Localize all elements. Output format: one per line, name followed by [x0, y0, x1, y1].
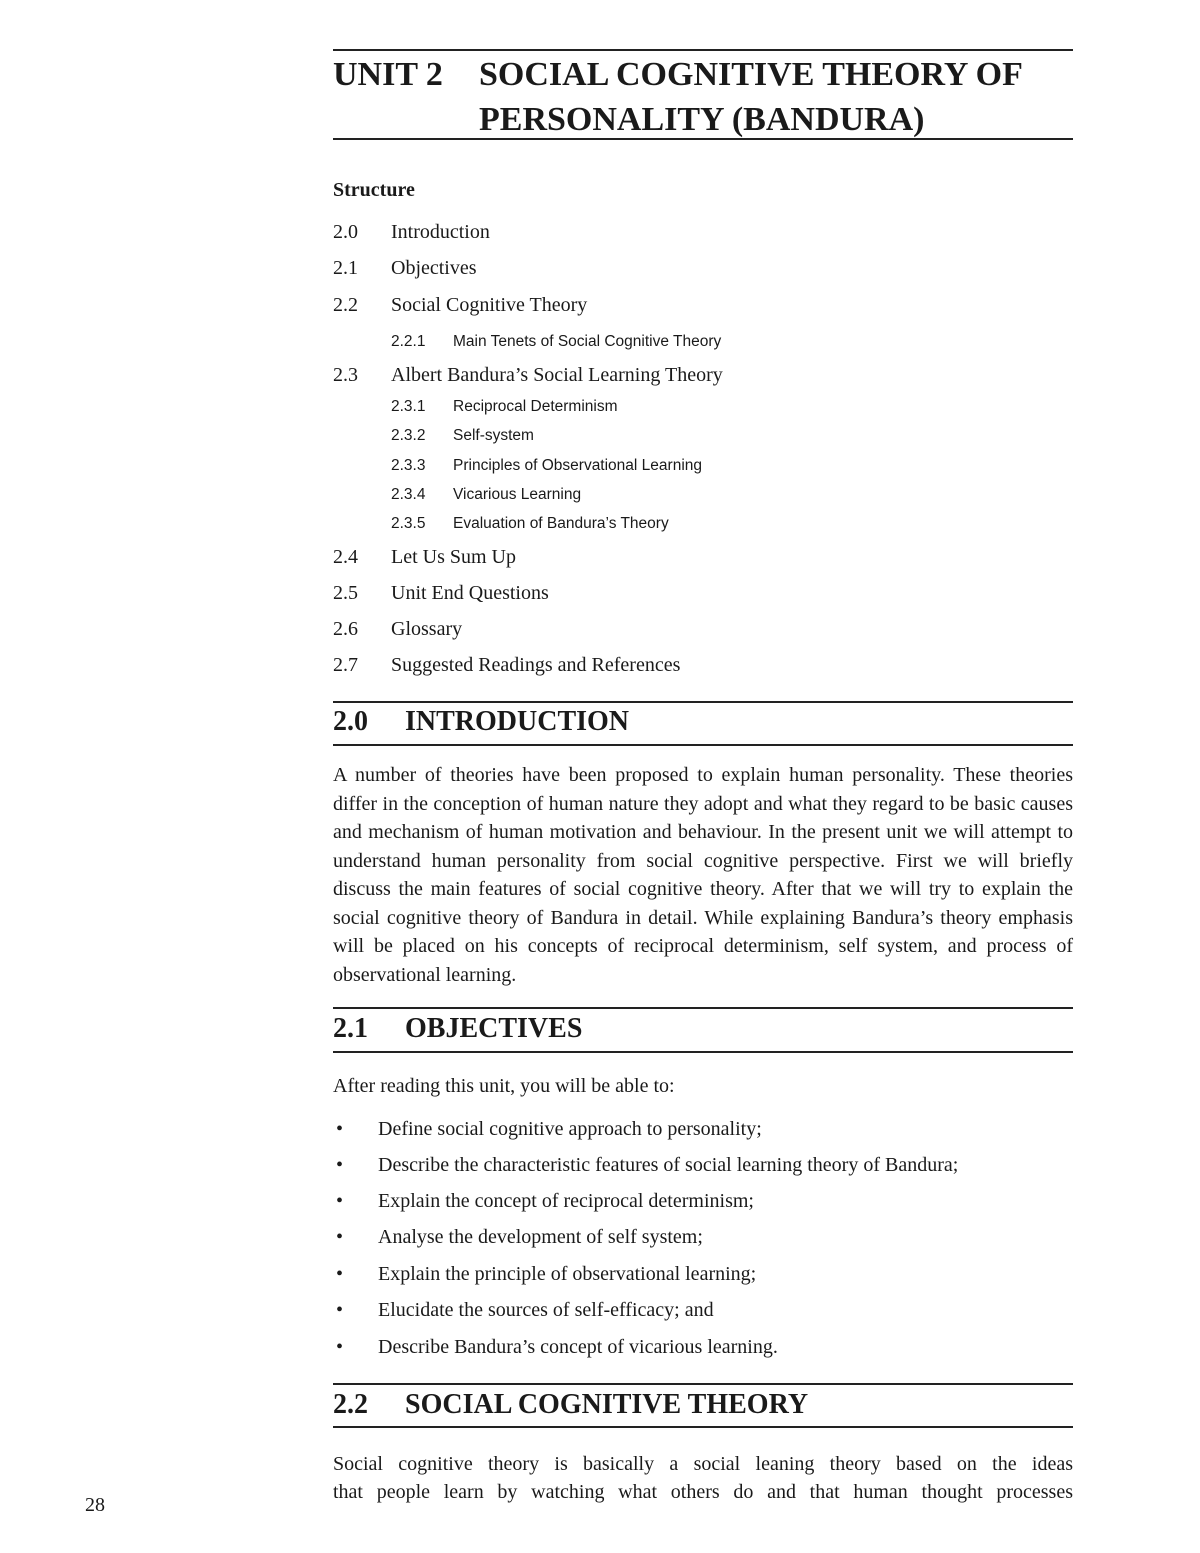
- bullet-icon: •: [336, 1190, 344, 1212]
- structure-label: Structure: [333, 179, 415, 201]
- section-rule: [333, 701, 1073, 703]
- section-rule: [333, 1383, 1073, 1385]
- section-rule: [333, 1426, 1073, 1428]
- title-bottom-rule: [333, 138, 1073, 140]
- bullet-icon: •: [336, 1299, 344, 1321]
- social-cognitive-paragraph-line: that people learn by watching what others do and that human thought processes: [333, 1481, 1073, 1503]
- bullet-icon: •: [336, 1226, 344, 1248]
- unit-title-line1: SOCIAL COGNITIVE THEORY OF: [479, 56, 1023, 93]
- bullet-icon: •: [336, 1263, 344, 1285]
- objectives-intro: After reading this unit, you will be able to:: [333, 1075, 675, 1097]
- bullet-icon: •: [336, 1154, 344, 1176]
- section-rule: [333, 1051, 1073, 1053]
- introduction-paragraph: A number of theories have been proposed to explain human personality. These theories differ in the conception of human nature they adopt and what they regard to be basic causes and mechanism of human motivation and behaviour. In the present unit we will attempt to understand human personality from social cognitive perspective. First we will briefly discuss the main features of social cognitive theory. After that we will try to explain the social cognitive theory of Bandura in detail. While explaining Bandura’s theory emphasis will be placed on his concepts of reciprocal determinism, self system, and process of observational learning.: [333, 764, 1073, 986]
- social-cognitive-paragraph-line: Social cognitive theory is basically a social leaning theory based on the ideas: [333, 1453, 1073, 1475]
- section-rule: [333, 744, 1073, 746]
- bullet-icon: •: [336, 1118, 344, 1140]
- unit-number: UNIT 2: [333, 56, 443, 93]
- bullet-icon: •: [336, 1336, 344, 1358]
- unit-title-line2: PERSONALITY (BANDURA): [479, 101, 925, 138]
- page-number: 28: [85, 1494, 105, 1516]
- top-rule: [333, 49, 1073, 51]
- section-rule: [333, 1007, 1073, 1009]
